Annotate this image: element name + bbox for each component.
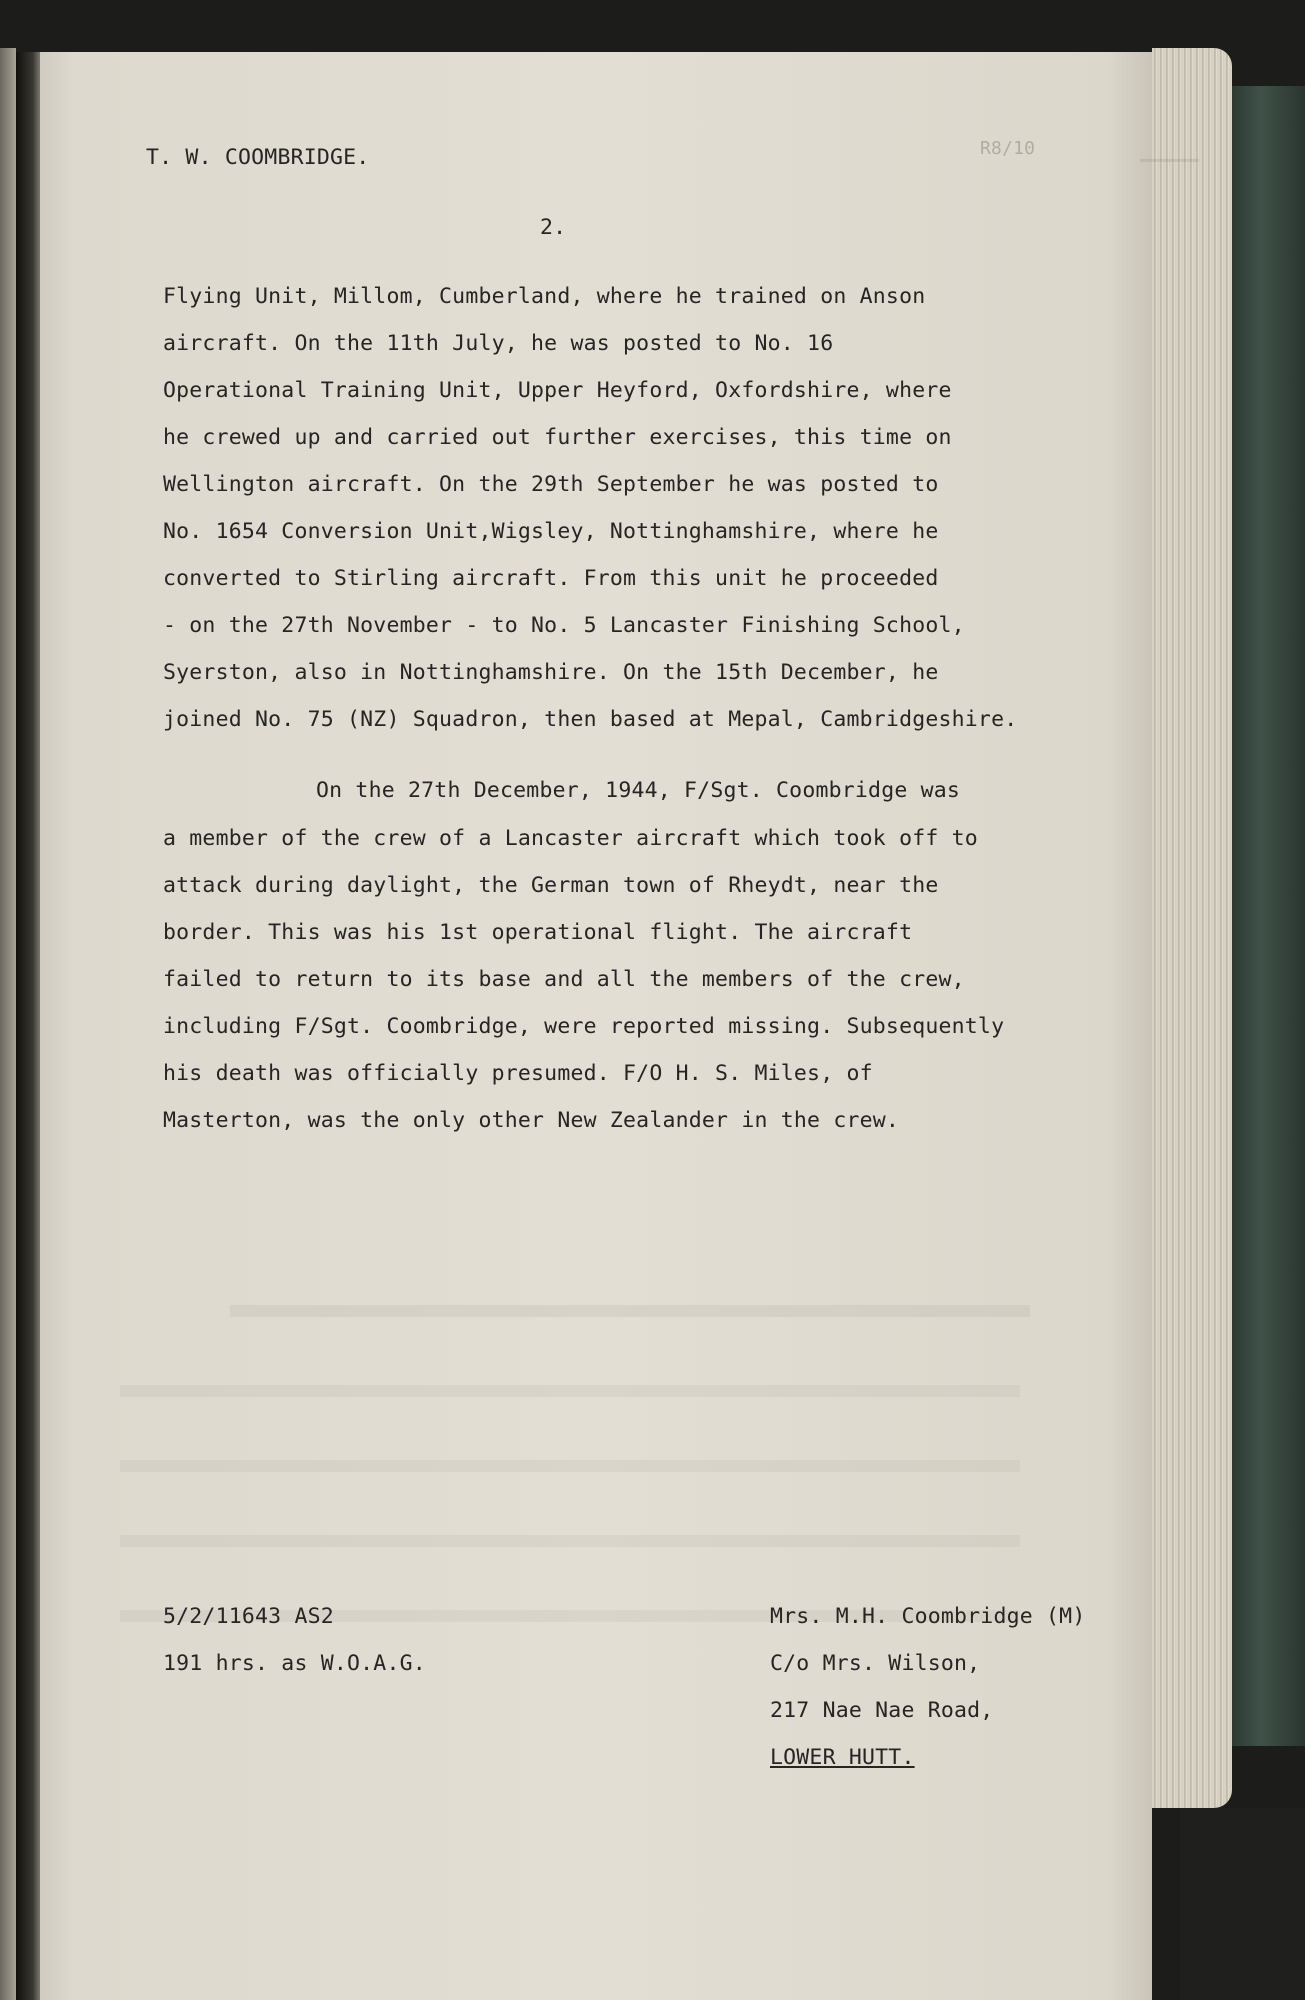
file-reference: 5/2/11643 AS2 [163, 1604, 334, 1629]
text-line: Wellington aircraft. On the 29th September he was posted to [163, 472, 939, 497]
text-line: converted to Stirling aircraft. From this unit he proceeded [163, 566, 939, 591]
address-line: C/o Mrs. Wilson, [770, 1651, 981, 1676]
text-line: including F/Sgt. Coombridge, were reported missing. Subsequently [163, 1014, 1005, 1039]
text-line: Syerston, also in Nottinghamshire. On the 15th December, he [163, 660, 939, 685]
text-line: Flying Unit, Millom, Cumberland, where he trained on Anson [163, 284, 926, 309]
text-line: On the 27th December, 1944, F/Sgt. Coombridge was [316, 778, 961, 803]
address-line: 217 Nae Nae Road, [770, 1698, 994, 1723]
text-line: he crewed up and carried out further exercises, this time on [163, 425, 952, 450]
text-line: Operational Training Unit, Upper Heyford, Oxfordshire, where [163, 378, 952, 403]
text-line: border. This was his 1st operational flight. The aircraft [163, 920, 913, 945]
flying-hours: 191 hrs. as W.O.A.G. [163, 1651, 426, 1676]
page-number: 2. [540, 215, 567, 240]
header-name: T. W. COOMBRIDGE. [146, 145, 370, 170]
text-line: a member of the crew of a Lancaster aircraft which took off to [163, 826, 978, 851]
text-line: - on the 27th November - to No. 5 Lancaster Finishing School, [163, 613, 965, 638]
text-line: his death was officially presumed. F/O H. S. Miles, of [163, 1061, 873, 1086]
page-stack-edges [1152, 48, 1232, 1808]
text-line: Masterton, was the only other New Zealander in the crew. [163, 1108, 900, 1133]
background-shadow [1180, 1808, 1305, 2000]
address-line: Mrs. M.H. Coombridge (M) [770, 1604, 1086, 1629]
book-gutter [16, 52, 40, 2000]
left-page-edge [0, 48, 16, 2000]
text-line: No. 1654 Conversion Unit,Wigsley, Nottinghamshire, where he [163, 519, 939, 544]
book-cover [1232, 86, 1305, 1746]
corner-reference: R8/10 [980, 138, 1036, 159]
address-city: LOWER HUTT. [770, 1745, 915, 1770]
text-line: joined No. 75 (NZ) Squadron, then based at Mepal, Cambridgeshire. [163, 707, 1018, 732]
text-line: aircraft. On the 11th July, he was posted to No. 16 [163, 331, 834, 356]
text-line: attack during daylight, the German town of Rheydt, near the [163, 873, 939, 898]
text-line: failed to return to its base and all the members of the crew, [163, 967, 965, 992]
